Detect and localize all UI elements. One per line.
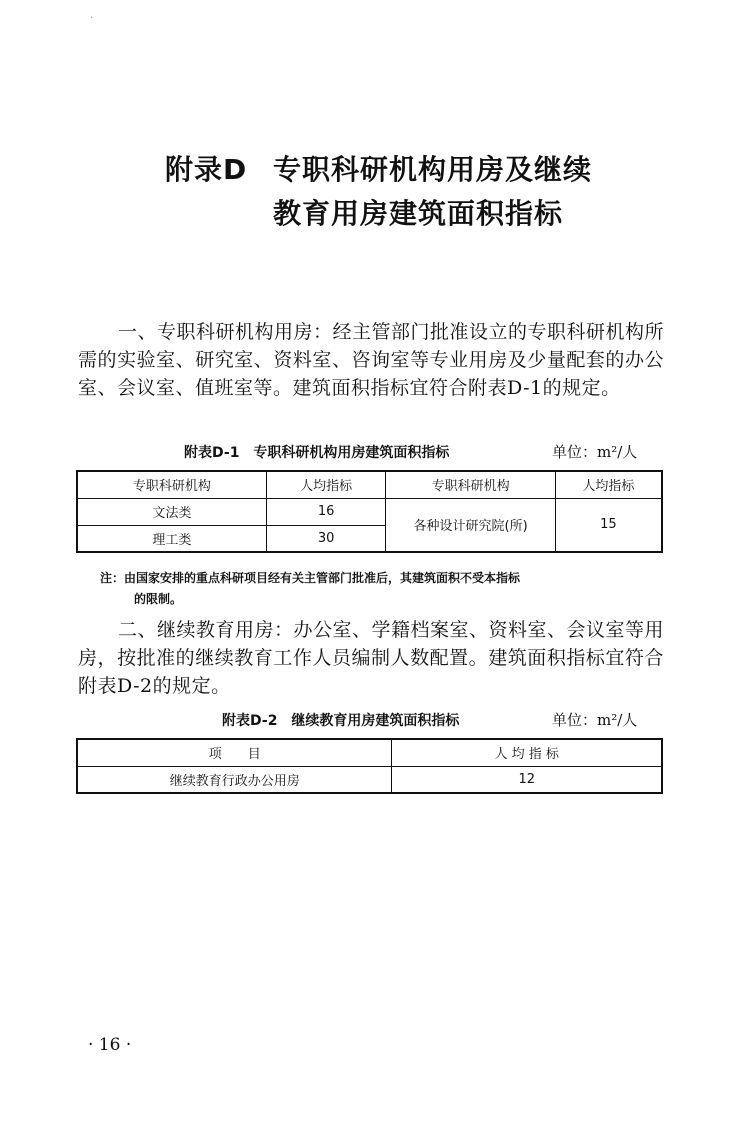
table1-note — [100, 568, 666, 610]
table-row — [77, 766, 662, 793]
table2-caption: 附表D-2 继续教育用房建筑面积指标 — [222, 713, 460, 729]
table1-unit: 单位：m²/人 — [552, 443, 638, 461]
table-cell: 文法类 — [77, 498, 266, 525]
table-cell: 12 — [392, 766, 662, 793]
table-cell: 理工类 — [77, 525, 266, 552]
paragraph-education-rooms: 二、继续教育用房：办公室、学籍档案室、资料室、会议室等用房，按批准的继续教育工作人员编制人数配置。建筑面积指标宜符合附表D-2的规定。 — [78, 619, 665, 697]
table-merged-cell: 15 — [555, 498, 662, 552]
title-text-1: 专职科研机构用房及继续 — [273, 153, 593, 186]
table-header-cell: 人均指标 — [555, 471, 662, 498]
table-d1 — [76, 470, 663, 553]
table-d2 — [76, 738, 663, 794]
title-text-2: 教育用房建筑面积指标 — [273, 197, 564, 230]
table-cell: 30 — [266, 525, 386, 552]
table-cell: 继续教育行政办公用房 — [77, 766, 392, 793]
table-header-cell: 人 均 指 标 — [392, 739, 662, 766]
table-cell: 16 — [266, 498, 386, 525]
appendix-label: 附录D — [165, 153, 248, 186]
table-header-cell: 项 目 — [77, 739, 392, 766]
table-merged-cell: 各种设计研究院(所) — [386, 498, 555, 552]
page-number: · 16 · — [88, 1035, 132, 1055]
paragraph-research-rooms: 一、专职科研机构用房：经主管部门批准设立的专职科研机构所需的实验室、研究室、资料室、咨询室等专业用房及少量配套的办公室、会议室、值班室等。建筑面积指标宜符合附表D-1的规定。 — [78, 321, 665, 399]
table1-caption: 附表D-1 专职科研机构用房建筑面积指标 — [184, 445, 450, 461]
table-header-cell: 专职科研机构 — [386, 471, 555, 498]
note-line: 注：由国家安排的重点科研项目经有关主管部门批准后，其建筑面积不受本指标 — [100, 571, 521, 585]
note-line: 的限制。 — [134, 592, 183, 606]
table-header-cell: 专职科研机构 — [77, 471, 266, 498]
table-row — [77, 498, 662, 525]
scan-dot: . — [90, 10, 94, 21]
table2-unit: 单位：m²/人 — [552, 711, 638, 729]
table-header-cell: 人均指标 — [266, 471, 386, 498]
table-header-row — [77, 739, 662, 766]
table-header-row — [77, 471, 662, 498]
